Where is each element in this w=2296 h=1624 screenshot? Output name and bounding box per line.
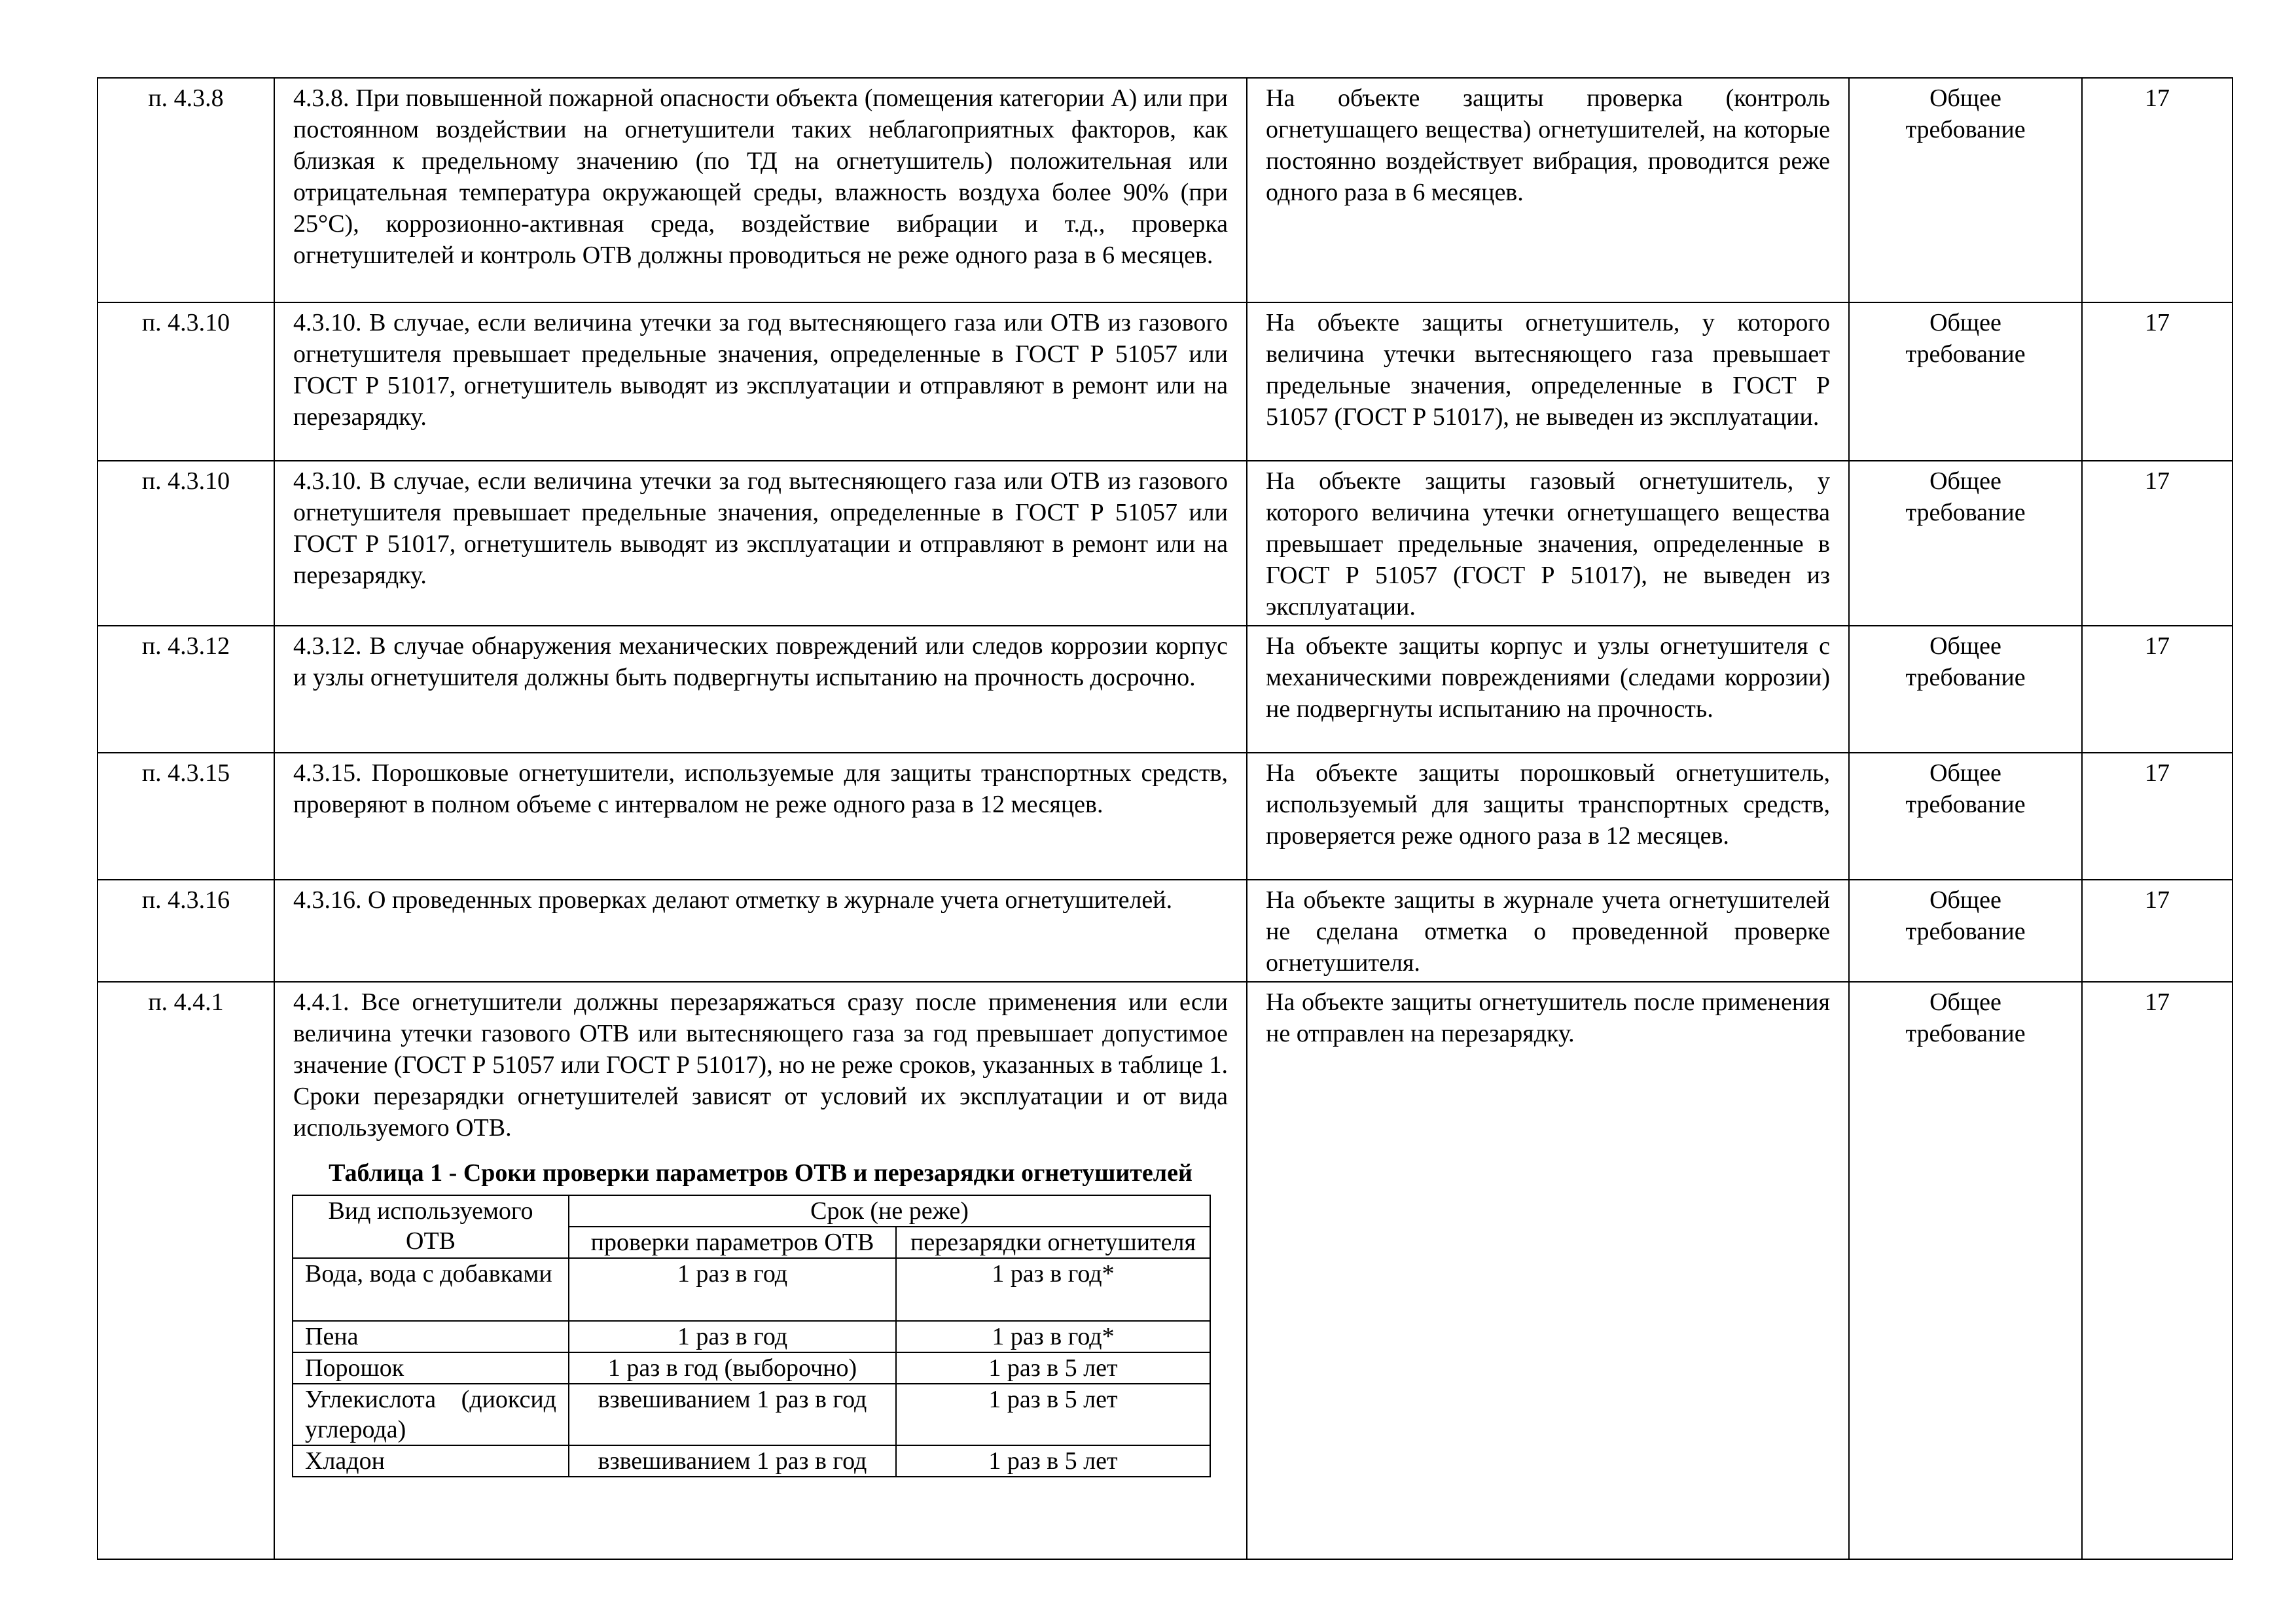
agent-cell: Порошок bbox=[293, 1352, 569, 1384]
check-cell: взвешиванием 1 раз в год bbox=[569, 1445, 896, 1477]
check-cell: 1 раз в год bbox=[569, 1258, 896, 1321]
table-row bbox=[98, 626, 2233, 753]
table-row bbox=[98, 461, 2233, 626]
number-cell: 17 bbox=[2082, 461, 2233, 626]
check-cell: 1 раз в год (выборочно) bbox=[569, 1352, 896, 1384]
category-cell: Общее требование bbox=[1849, 302, 2082, 461]
violation-text: На объекте защиты проверка (контроль огнетушащего вещества) огнетушителей, на которые постоянно воздействует вибрация, проводится реже одного раза в 6 месяцев. bbox=[1247, 78, 1849, 302]
recharge-cell: 1 раз в 5 лет bbox=[896, 1445, 1210, 1477]
number-cell: 17 bbox=[2082, 626, 2233, 753]
clause-ref: п. 4.4.1 bbox=[98, 982, 274, 1559]
violation-text: На объекте защиты огнетушитель после применения не отправлен на перезарядку. bbox=[1247, 982, 1849, 1559]
agent-cell: Пена bbox=[293, 1321, 569, 1352]
table-row bbox=[98, 880, 2233, 982]
category-cell: Общее требование bbox=[1849, 753, 2082, 880]
violation-text: На объекте защиты огнетушитель, у которого величина утечки вытесняющего газа превышает предельные значения, определенные в ГОСТ Р 51057 (ГОСТ Р 51017), не выведен из эксплуатации. bbox=[1247, 302, 1849, 461]
violation-text: На объекте защиты корпус и узлы огнетушителя с механическими повреждениями (следами коррозии) не подвергнуты испытанию на прочность. bbox=[1247, 626, 1849, 753]
number-cell: 17 bbox=[2082, 753, 2233, 880]
category-cell: Общее требование bbox=[1849, 461, 2082, 626]
recharge-cell: 1 раз в 5 лет bbox=[896, 1384, 1210, 1445]
subtable-title: Таблица 1 - Сроки проверки параметров ОТВ и перезарядки огнетушителей bbox=[329, 1159, 1193, 1187]
agent-cell: Углекислота (диоксид углерода) bbox=[293, 1384, 569, 1445]
violation-text: На объекте защиты в журнале учета огнетушителей не сделана отметка о проведенной проверке огнетушителя. bbox=[1247, 880, 1849, 982]
clause-ref: п. 4.3.15 bbox=[98, 753, 274, 880]
clause-ref: п. 4.3.12 bbox=[98, 626, 274, 753]
requirement-cell bbox=[274, 982, 1247, 1559]
violation-text: На объекте защиты порошковый огнетушитель, используемый для защиты транспортных средств, проверяется реже одного раза в 12 месяцев. bbox=[1247, 753, 1849, 880]
agent-cell: Хладон bbox=[293, 1445, 569, 1477]
violation-text: На объекте защиты газовый огнетушитель, у которого величина утечки огнетушащего вещества превышает предельные значения, определенные в ГОСТ Р 51057 (ГОСТ Р 51017), не выведен из эксплуатации. bbox=[1247, 461, 1849, 626]
recharge-cell: 1 раз в год* bbox=[896, 1258, 1210, 1321]
check-cell: взвешиванием 1 раз в год bbox=[569, 1384, 896, 1445]
clause-ref: п. 4.3.10 bbox=[98, 461, 274, 626]
category-cell: Общее требование bbox=[1849, 626, 2082, 753]
requirements-table bbox=[97, 77, 2233, 1560]
requirement-text: 4.3.10. В случае, если величина утечки за год вытесняющего газа или ОТВ из газового огнетушителя превышает предельные значения, определенные в ГОСТ Р 51057 или ГОСТ Р 51017, огнетушитель выводят из эксплуатации и отправляют в ремонт или на перезарядку. bbox=[274, 461, 1247, 626]
subtable-row bbox=[293, 1445, 1210, 1477]
table-row bbox=[98, 753, 2233, 880]
category-cell: Общее требование bbox=[1849, 880, 2082, 982]
check-cell: 1 раз в год bbox=[569, 1321, 896, 1352]
subtable-header-row bbox=[293, 1195, 1210, 1227]
category-cell: Общее требование bbox=[1849, 78, 2082, 302]
category-cell: Общее требование bbox=[1849, 982, 2082, 1559]
subtable-row bbox=[293, 1384, 1210, 1445]
clause-ref: п. 4.3.8 bbox=[98, 78, 274, 302]
subtable-row bbox=[293, 1321, 1210, 1352]
requirement-text: 4.3.10. В случае, если величина утечки за год вытесняющего газа или ОТВ из газового огнетушителя превышает предельные значения, определенные в ГОСТ Р 51057 или ГОСТ Р 51017, огнетушитель выводят из эксплуатации и отправляют в ремонт или на перезарядку. bbox=[274, 302, 1247, 461]
recharge-schedule-table bbox=[292, 1195, 1211, 1477]
number-cell: 17 bbox=[2082, 982, 2233, 1559]
recharge-cell: 1 раз в год* bbox=[896, 1321, 1210, 1352]
header-agent: Вид используемого ОТВ bbox=[293, 1195, 569, 1258]
number-cell: 17 bbox=[2082, 78, 2233, 302]
requirement-text: 4.3.15. Порошковые огнетушители, используемые для защиты транспортных средств, проверяют в полном объеме с интервалом не реже одного раза в 12 месяцев. bbox=[274, 753, 1247, 880]
table-row bbox=[98, 302, 2233, 461]
requirement-text: 4.3.12. В случае обнаружения механических повреждений или следов коррозии корпус и узлы огнетушителя должны быть подвергнуты испытанию на прочность досрочно. bbox=[274, 626, 1247, 753]
number-cell: 17 bbox=[2082, 302, 2233, 461]
requirement-text: 4.3.16. О проведенных проверках делают отметку в журнале учета огнетушителей. bbox=[274, 880, 1247, 982]
table-row bbox=[98, 78, 2233, 302]
header-check: проверки параметров ОТВ bbox=[569, 1227, 896, 1258]
subtable-row bbox=[293, 1352, 1210, 1384]
table-row bbox=[98, 982, 2233, 1559]
requirement-text: 4.3.8. При повышенной пожарной опасности объекта (помещения категории А) или при постоянном воздействии на огнетушители таких неблагоприятных факторов, как близкая к предельному значению (по ТД на огнетушитель) положительная или отрицательная температура окружающей среды, влажность воздуха более 90% (при 25°C), коррозионно-активная среда, воздействие вибрации и т.д., проверка огнетушителей и контроль ОТВ должны проводиться не реже одного раза в 6 месяцев. bbox=[274, 78, 1247, 302]
clause-ref: п. 4.3.10 bbox=[98, 302, 274, 461]
header-term: Срок (не реже) bbox=[569, 1195, 1210, 1227]
number-cell: 17 bbox=[2082, 880, 2233, 982]
recharge-cell: 1 раз в 5 лет bbox=[896, 1352, 1210, 1384]
agent-cell: Вода, вода с добавками bbox=[293, 1258, 569, 1321]
requirement-text: 4.4.1. Все огнетушители должны перезаряжаться сразу после применения или если величина утечки газового ОТВ или вытесняющего газа за год превышает допустимое значение (ГОСТ Р 51057 или ГОСТ Р 51017), но не реже сроков, указанных в таблице 1. Сроки перезарядки огнетушителей зависят от условий их эксплуатации и от вида используемого ОТВ. bbox=[293, 988, 1228, 1142]
subtable-row bbox=[293, 1258, 1210, 1321]
header-recharge: перезарядки огнетушителя bbox=[896, 1227, 1210, 1258]
clause-ref: п. 4.3.16 bbox=[98, 880, 274, 982]
